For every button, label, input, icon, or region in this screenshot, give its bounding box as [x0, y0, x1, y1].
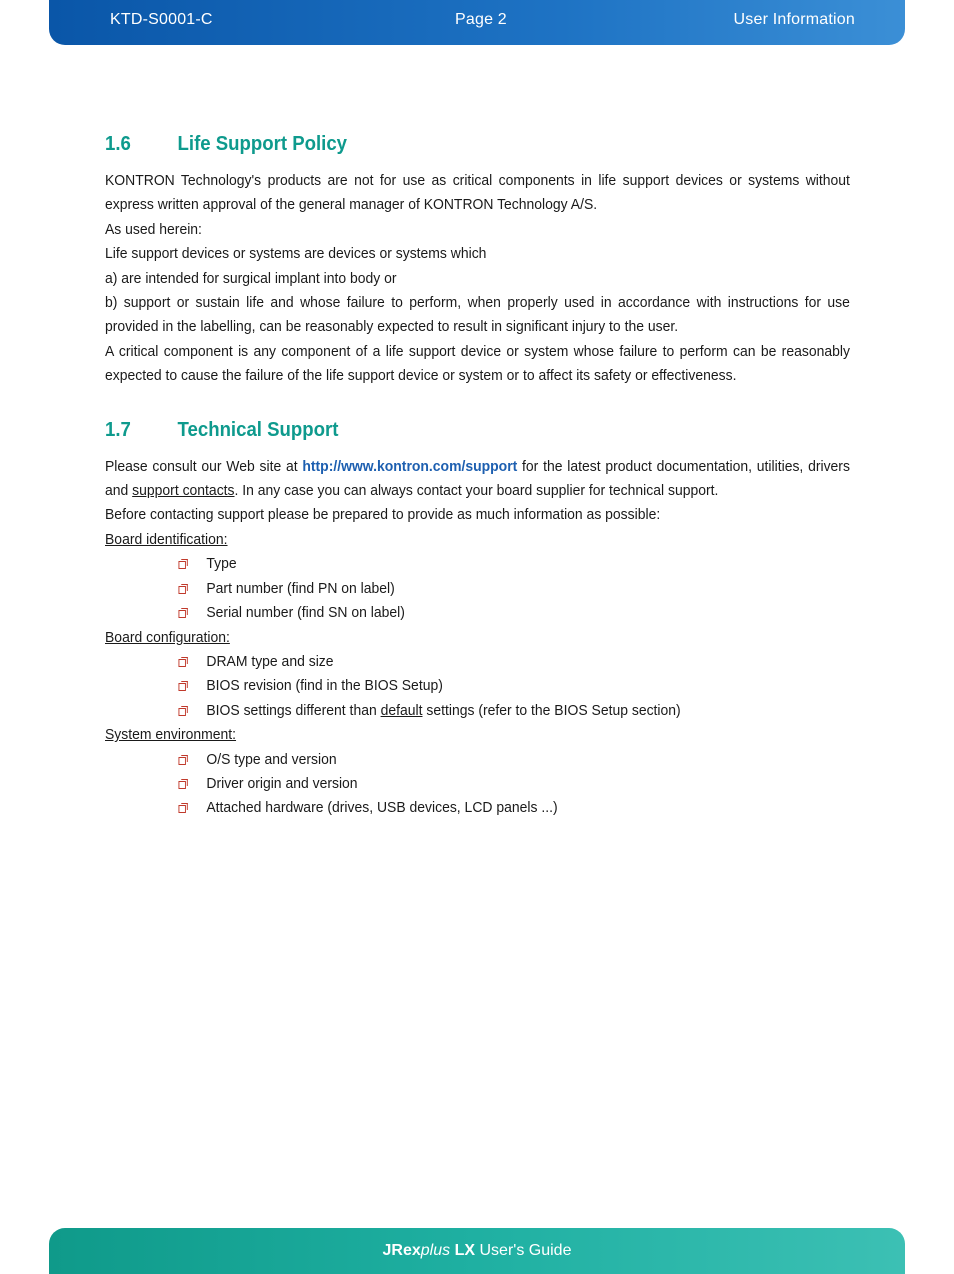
list-item-text: Type: [206, 555, 237, 573]
page-footer: [49, 1228, 905, 1274]
checkbox-bullet-icon: [178, 781, 185, 789]
default-link[interactable]: default: [380, 701, 423, 719]
list-item: [178, 674, 849, 698]
list-item-text: O/S type and version: [206, 750, 337, 768]
paragraph: a) are intended for surgical implant into body or: [105, 269, 397, 287]
header-section-name: User Information: [733, 11, 855, 28]
list-item: [178, 650, 849, 674]
checkbox-bullet-icon: [178, 683, 185, 691]
paragraph: Before contacting support please be prepared to provide as much information as possible:: [105, 506, 661, 524]
checkbox-bullet-icon: [178, 659, 185, 667]
section-heading-1-6: [105, 128, 850, 160]
checkbox-bullet-icon: [178, 561, 185, 569]
checkbox-bullet-icon: [178, 757, 185, 765]
section-number: 1.6: [105, 133, 131, 155]
list-item-text: Attached hardware (drives, USB devices, LCD panels ...): [206, 799, 558, 817]
guide-title: User's Guide: [479, 1242, 572, 1259]
section-title: Life Support Policy: [177, 133, 348, 155]
list-item-text: settings (refer to the BIOS Setup section): [422, 701, 681, 719]
section-number: 1.7: [105, 418, 131, 441]
board-configuration-label: Board configuration:: [105, 628, 230, 646]
checkbox-bullet-icon: [178, 708, 185, 716]
paragraph: b) support or sustain life and whose failure to perform, when properly used in accordance with instructions for use provided in the labelling, can be reasonably expected to result in significant injury to the user.: [105, 294, 850, 336]
list-item-text: BIOS revision (find in the BIOS Setup): [206, 677, 443, 695]
system-environment-list: [105, 748, 850, 821]
support-contacts-link[interactable]: support contacts: [132, 482, 235, 500]
list-item: [178, 552, 849, 576]
board-identification-list: [105, 552, 850, 625]
paragraph: A critical component is any component of a life support device or system whose failure to perform can be reasonably expected to cause the failure of the life support device or system or to affect its safety or effectiveness.: [105, 342, 850, 385]
list-item: [178, 699, 849, 723]
section-title: Technical Support: [177, 418, 339, 441]
list-item-text: Driver origin and version: [206, 774, 358, 792]
list-item: [178, 748, 849, 772]
product-name-suffix: plus: [420, 1242, 451, 1259]
checkbox-bullet-icon: [178, 586, 185, 594]
text-run: for the latest product documentation, utilities, drivers and: [105, 457, 850, 500]
support-intro-paragraph: [105, 455, 850, 504]
board-configuration-list: [105, 650, 850, 723]
page-content: [105, 128, 850, 821]
list-item-text: Serial number (find SN on label): [206, 604, 405, 622]
system-environment-label: System environment:: [105, 726, 237, 744]
text-run: . In any case you can always contact your board supplier for technical support.: [234, 482, 719, 500]
support-website-link[interactable]: http://www.kontron.com/support: [302, 457, 518, 475]
paragraph: As used herein:: [105, 220, 202, 238]
list-item: [178, 772, 849, 796]
board-identification-label: Board identification:: [105, 530, 228, 548]
list-item: [178, 796, 849, 820]
checkbox-bullet-icon: [178, 610, 185, 618]
document-id: KTD-S0001-C: [110, 11, 213, 28]
page-number: Page 2: [455, 11, 507, 28]
list-item: [178, 601, 849, 625]
product-model: LX: [454, 1242, 476, 1259]
list-item-text: Part number (find PN on label): [206, 579, 395, 597]
product-name: JRex: [382, 1242, 421, 1259]
checkbox-bullet-icon: [178, 805, 185, 813]
list-item-text: BIOS settings different than: [206, 701, 381, 719]
paragraph: KONTRON Technology's products are not for use as critical components in life support devices or systems without express written approval of the general manager of KONTRON Technology A/S.: [105, 172, 850, 214]
paragraph: Life support devices or systems are devices or systems which: [105, 245, 487, 263]
page-header: [49, 0, 905, 45]
text-run: Please consult our Web site at: [105, 457, 303, 475]
list-item-text: DRAM type and size: [206, 652, 334, 670]
section-heading-1-7: [105, 414, 850, 446]
list-item: [178, 577, 849, 601]
